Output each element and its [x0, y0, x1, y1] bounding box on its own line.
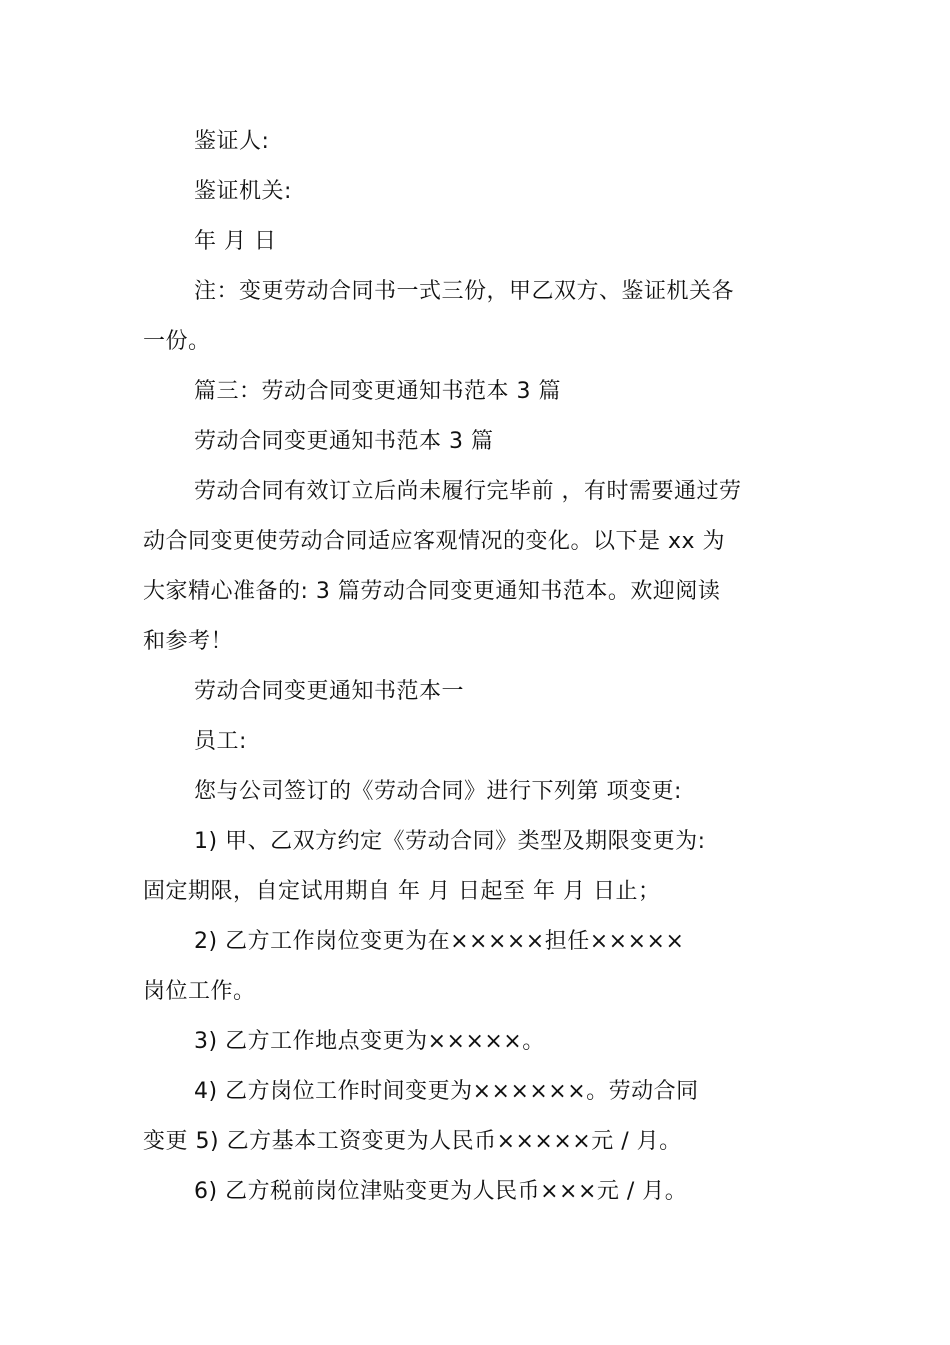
item-2-line-1: 2) 乙方工作岗位变更为在×××××担任××××× [194, 929, 685, 954]
item-3-line: 3) 乙方工作地点变更为×××××。 [194, 1029, 545, 1054]
item-6-line: 6) 乙方税前岗位津贴变更为人民币×××元 / 月。 [194, 1179, 688, 1204]
document-title: 劳动合同变更通知书范本 3 篇 [194, 429, 494, 454]
item-5-line: 变更 5) 乙方基本工资变更为人民币×××××元 / 月。 [143, 1129, 682, 1154]
sample-one-title: 劳动合同变更通知书范本一 [194, 679, 465, 704]
employee-line: 员工: [194, 729, 247, 754]
witness-line: 鉴证人: [194, 129, 270, 154]
witness-authority-line: 鉴证机关: [194, 179, 292, 204]
intro-paragraph-line-1: 劳动合同有效订立后尚未履行完毕前 ，有时需要通过劳 [194, 479, 742, 504]
note-line: 注：变更劳动合同书一式三份，甲乙双方、鉴证机关各 [194, 279, 735, 304]
item-4-line: 4) 乙方岗位工作时间变更为××××××。劳动合同 [194, 1079, 699, 1104]
item-1-line-1: 1) 甲、乙双方约定《劳动合同》类型及期限变更为: [194, 829, 706, 854]
intro-paragraph-line-4: 和参考！ [143, 629, 234, 654]
date-line: 年 月 日 [194, 229, 277, 254]
item-2-line-2: 岗位工作。 [143, 979, 256, 1004]
intro-paragraph-line-2: 动合同变更使劳动合同适应客观情况的变化。以下是 xx 为 [143, 529, 726, 554]
intro-paragraph-line-3: 大家精心准备的: 3 篇劳动合同变更通知书范本。欢迎阅读 [143, 579, 721, 604]
note-line-continued: 一份。 [143, 329, 211, 354]
chapter-heading: 篇三：劳动合同变更通知书范本 3 篇 [194, 379, 561, 404]
change-intro-line: 您与公司签订的《劳动合同》进行下列第 项变更: [194, 779, 682, 804]
item-1-line-2: 固定期限，自定试用期自 年 月 日起至 年 月 日止； [143, 879, 661, 904]
